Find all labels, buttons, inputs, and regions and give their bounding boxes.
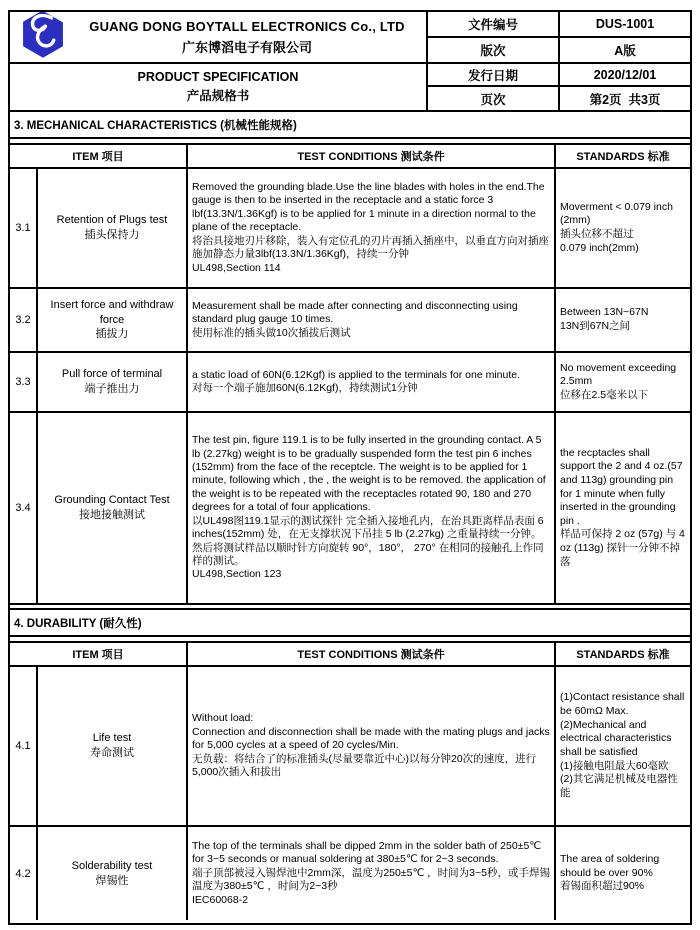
table-row [10, 666, 690, 826]
section-title-durability: 4. DURABILITY (耐久性) [10, 608, 690, 637]
meta-value-doc-number: DUS-1001 [560, 12, 690, 38]
item-name: Insert force and withdraw force 插拔力 [37, 288, 187, 352]
meta-label-doc-number: 文件编号 [428, 12, 560, 38]
meta-label-page: 页次 [428, 87, 560, 110]
company-names [74, 19, 420, 56]
column-header-item: ITEM 项目 [10, 144, 187, 168]
test-conditions: The test pin, figure 119.1 is to be fully inserted in the grounding contact. A 5 lb (2.27kg) weight is to be gradually suspended form the test pin 6 inches (152mm) from the face of the receptcle. The weight is to be applied for 1 minute, following which , the , the weight is to be removed. the application of the weight is to be repeated with the receptacles rotated 90, 180 and 270 degrees for a total of four applications. 以UL498图119.1显示的测试探针 完全插入接地孔内，在治具距离样品表面 6 inches(152mm) 处，在无支撑状况下吊挂 5 lb (2.27kg) 之重量持续一分钟。然后将测试样品以顺时针方向旋转 90°，180°， 270° 在相同的接触孔上作同样的测试。 UL498,Section 123 [187, 412, 555, 604]
table-row [10, 168, 690, 288]
table-header-row [10, 144, 690, 168]
test-conditions: Without load: Connection and disconnection shall be made with the mating plugs and jacks for 5,000 cycles at a speed of 20 cycles/Min. 无负载：将结合了的标准插头(尽量要靠近中心)以每分钟20次的速度，进行5,000次插入和拔出 [187, 666, 555, 826]
meta-label-revision: 版次 [428, 38, 560, 64]
standards: (1)Contact resistance shall be 60mΩ Max. (2)Mechanical and electrical characteristics shall be satisfied (1)接触电阻最大60毫欧 (2)其它满足机械及电器性能 [555, 666, 690, 826]
row-number: 3.2 [10, 288, 37, 352]
test-conditions: a static load of 60N(6.12Kgf) is applied to the terminals for one minute. 对每一个端子施加60N(6.12Kgf)，持续测试1分钟 [187, 352, 555, 412]
item-name: Life test 寿命测试 [37, 666, 187, 826]
meta-value-issue-date: 2020/12/01 [560, 64, 690, 87]
table-row [10, 288, 690, 352]
standards: the recptacles shall support the 2 and 4 oz.(57 and 113g) grounding pin for 1 minute when fully inserted in the grounding pin . 样品可保持 2 oz (57g) 与 4 oz (113g) 探针一分钟不掉落 [555, 412, 690, 604]
row-number: 3.4 [10, 412, 37, 604]
company-name-cn: 广东博滔电子有限公司 [181, 39, 312, 55]
item-name: Grounding Contact Test 接地接触测试 [37, 412, 187, 604]
column-header-standards: STANDARDS 标准 [555, 642, 690, 666]
table-row [10, 826, 690, 920]
product-title-en: PRODUCT SPECIFICATION [137, 70, 299, 84]
table-row [10, 352, 690, 412]
document-header [10, 12, 690, 112]
test-conditions: The top of the terminals shall be dipped 2mm in the solder bath of 250±5℃ for 3~5 seconds or manual soldering at 380±5℃ for 2~3 seconds. 端子顶部被浸入锡焊池中2mm深，温度为250±5℃ ，时间为3~5秒，或手焊锡温度为380±5℃ ，时间为2~3秒 IEC60068-2 [187, 826, 555, 920]
test-conditions: Measurement shall be made after connecting and disconnecting using standard plug gauge 10 times. 使用标准的插头做10次插拔后测试 [187, 288, 555, 352]
item-name: Retention of Plugs test 插头保持力 [37, 168, 187, 288]
row-number: 4.1 [10, 666, 37, 826]
meta-value-revision: A版 [560, 38, 690, 64]
item-name: Solderability test 焊锡性 [37, 826, 187, 920]
product-title-cn: 产品规格书 [186, 89, 250, 103]
section-title-mechanical: 3. MECHANICAL CHARACTERISTICS (机械性能规格) [10, 112, 690, 139]
row-number: 3.1 [10, 168, 37, 288]
spec-sheet [8, 10, 692, 925]
column-header-conditions: TEST CONDITIONS 测试条件 [187, 642, 555, 666]
row-number: 4.2 [10, 826, 37, 920]
column-header-standards: STANDARDS 标准 [555, 144, 690, 168]
standards: No movement exceeding 2.5mm 位移在2.5毫米以下 [555, 352, 690, 412]
test-conditions: Removed the grounding blade.Use the line blades with holes in the end.The gauge is then to be inserted in the receptacle and a static force 3 lbf(13.3N/1.36Kgf) is to be applied for 1 minute in a direction normal to the plane of the receptacle. 将治具接地刃片移除，装入有定位孔的刃片再插入插座中，以垂直方向对插座施加静态力量3lbf(13.3N/1.36Kgf)，持续一分钟 UL498,Section 114 [187, 168, 555, 288]
product-title-block [10, 64, 428, 110]
table-row [10, 412, 690, 604]
company-logo-icon [20, 10, 66, 60]
row-number: 3.3 [10, 352, 37, 412]
meta-label-issue-date: 发行日期 [428, 64, 560, 87]
company-block [10, 12, 428, 64]
standards: The area of soldering should be over 90% 着锡面积超过90% [560, 853, 660, 893]
spec-table-durability [10, 641, 690, 920]
meta-value-page: 第2页 共3页 [589, 92, 661, 107]
standards: Between 13N~67N 13N到67N之间 [555, 288, 690, 352]
item-name: Pull force of terminal 端子推出力 [37, 352, 187, 412]
column-header-conditions: TEST CONDITIONS 测试条件 [187, 144, 555, 168]
column-header-item: ITEM 项目 [10, 642, 187, 666]
standards: Moverment < 0.079 inch (2mm) 插头位移不超过 0.079 inch(2mm) [555, 168, 690, 288]
table-header-row [10, 642, 690, 666]
spec-table-mechanical [10, 143, 690, 605]
company-name-en: GUANG DONG BOYTALL ELECTRONICS Co., LTD [89, 18, 405, 34]
